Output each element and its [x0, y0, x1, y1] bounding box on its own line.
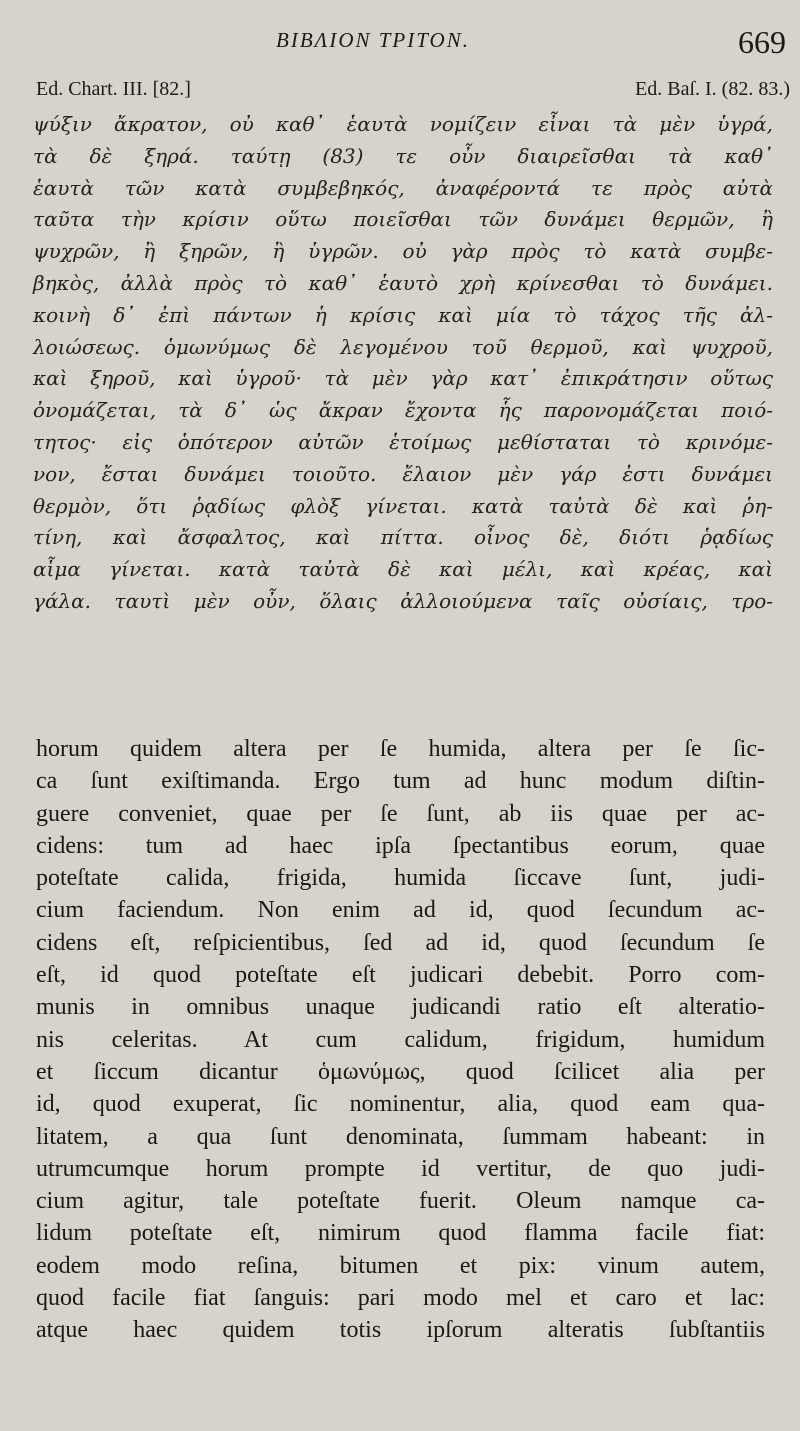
greek-line: ψυχρῶν, ἢ ξηρῶν, ἢ ὑγρῶν. οὐ γὰρ πρὸς τὸ κατὰ συμβε- — [33, 239, 773, 264]
latin-line: nis celeritas. At cum calidum, frigidum, humidum — [36, 1026, 765, 1053]
latin-line: guere conveniet, quae per ſe ſunt, ab iis quae per ac- — [36, 800, 765, 827]
greek-line: τὰ δὲ ξηρά. ταύτῃ (83) τε οὖν διαιρεῖσθαι τὰ καθ᾽ — [33, 143, 773, 168]
latin-line: id, quod exuperat, ſic nominentur, alia, quod eam qua- — [36, 1091, 765, 1118]
greek-line: ὀνομάζεται, τὰ δ᾽ ὡς ἄκραν ἔχοντα ἧς παρονομάζεται ποιό- — [33, 398, 773, 423]
greek-line: ἑαυτὰ τῶν κατὰ συμβεβηκός, ἀναφέροντά τε πρὸς αὐτὰ — [33, 175, 773, 200]
greek-line: βηκὸς, ἀλλὰ πρὸς τὸ καθ᾽ ἑαυτὸ χρὴ κρίνεσθαι τὸ δυνάμει. — [33, 270, 773, 295]
latin-line: eſt, id quod poteſtate eſt judicari debebit. Porro com- — [36, 962, 765, 989]
greek-line: ψύξιν ἄκρατον, οὐ καθ᾽ ἑαυτὰ νομίζειν εἶναι τὰ μὲν ὑγρά, — [33, 112, 773, 136]
greek-line: νον, ἔσται δυνάμει τοιοῦτο. ἔλαιον μὲν γάρ ἐστι δυνάμει — [33, 461, 773, 486]
greek-line: τίνη, καὶ ἄσφαλτος, καὶ πίττα. οἶνος δὲ, διότι ῥᾳδίως — [33, 525, 773, 550]
page-number: 669 — [738, 24, 786, 60]
edition-reference-right: Ed. Baſ. I. (82. 83.) — [635, 78, 790, 100]
latin-line: litatem, a qua ſunt denominata, ſummam habeant: in — [36, 1123, 765, 1150]
latin-line: cidens eſt, reſpicientibus, ſed ad id, quod ſecundum ſe — [36, 929, 765, 956]
latin-line: cium faciendum. Non enim ad id, quod ſecundum ac- — [36, 897, 765, 924]
latin-line: eodem modo reſina, bitumen et pix: vinum autem, — [36, 1252, 765, 1279]
latin-line: cium agitur, tale poteſtate fuerit. Oleum namque ca- — [36, 1188, 765, 1215]
latin-line: horum quidem altera per ſe humida, altera per ſe ſic- — [36, 736, 765, 762]
running-head: BIBΛION TPITON. — [276, 28, 470, 52]
latin-text-block — [36, 733, 765, 1347]
latin-line: lidum poteſtate eſt, nimirum quod flamma facile fiat: — [36, 1220, 765, 1247]
latin-line: atque haec quidem totis ipſorum alteratis ſubſtantiis — [36, 1317, 765, 1344]
latin-line: utrumcumque horum prompte id vertitur, de quo judi- — [36, 1155, 765, 1182]
greek-line: ταῦτα τὴν κρίσιν οὕτω ποιεῖσθαι τῶν δυνάμει θερμῶν, ἢ — [33, 207, 773, 232]
greek-line: κοινὴ δ᾽ ἐπὶ πάντων ἡ κρίσις καὶ μία τὸ τάχος τῆς ἀλ- — [33, 302, 773, 327]
latin-line: munis in omnibus unaque judicandi ratio eſt alteratio- — [36, 994, 765, 1021]
latin-line: et ſiccum dicantur ὁμωνύμως, quod ſcilicet alia per — [36, 1058, 765, 1085]
latin-line: cidens: tum ad haec ipſa ſpectantibus eorum, quae — [36, 832, 765, 859]
greek-line: καὶ ξηροῦ, καὶ ὑγροῦ· τὰ μὲν γὰρ κατ᾽ ἐπικράτησιν οὕτως — [33, 366, 773, 391]
latin-line: poteſtate calida, frigida, humida ſiccave ſunt, judi- — [36, 865, 765, 892]
latin-line: ca ſunt exiſtimanda. Ergo tum ad hunc modum diſtin- — [36, 768, 765, 795]
greek-line: γάλα. ταυτὶ μὲν οὖν, ὅλαις ἀλλοιούμενα ταῖς οὐσίαις, τρο- — [33, 588, 773, 613]
greek-line: λοιώσεως. ὁμωνύμως δὲ λεγομένου τοῦ θερμοῦ, καὶ ψυχροῦ, — [33, 334, 773, 359]
greek-text-block — [33, 109, 773, 618]
greek-line: αἷμα γίνεται. κατὰ ταὐτὰ δὲ καὶ μέλι, καὶ κρέας, καὶ — [33, 557, 773, 582]
greek-line: τητος· εἰς ὁπότερον αὐτῶν ἑτοίμως μεθίσταται τὸ κρινόμε- — [33, 429, 773, 454]
latin-line: quod facile fiat ſanguis: pari modo mel et caro et lac: — [36, 1285, 765, 1312]
greek-line: θερμὸν, ὅτι ῥᾳδίως φλὸξ γίνεται. κατὰ ταὐτὰ δὲ καὶ ῥη- — [33, 493, 773, 518]
edition-reference-left: Ed. Chart. III. [82.] — [36, 78, 191, 100]
